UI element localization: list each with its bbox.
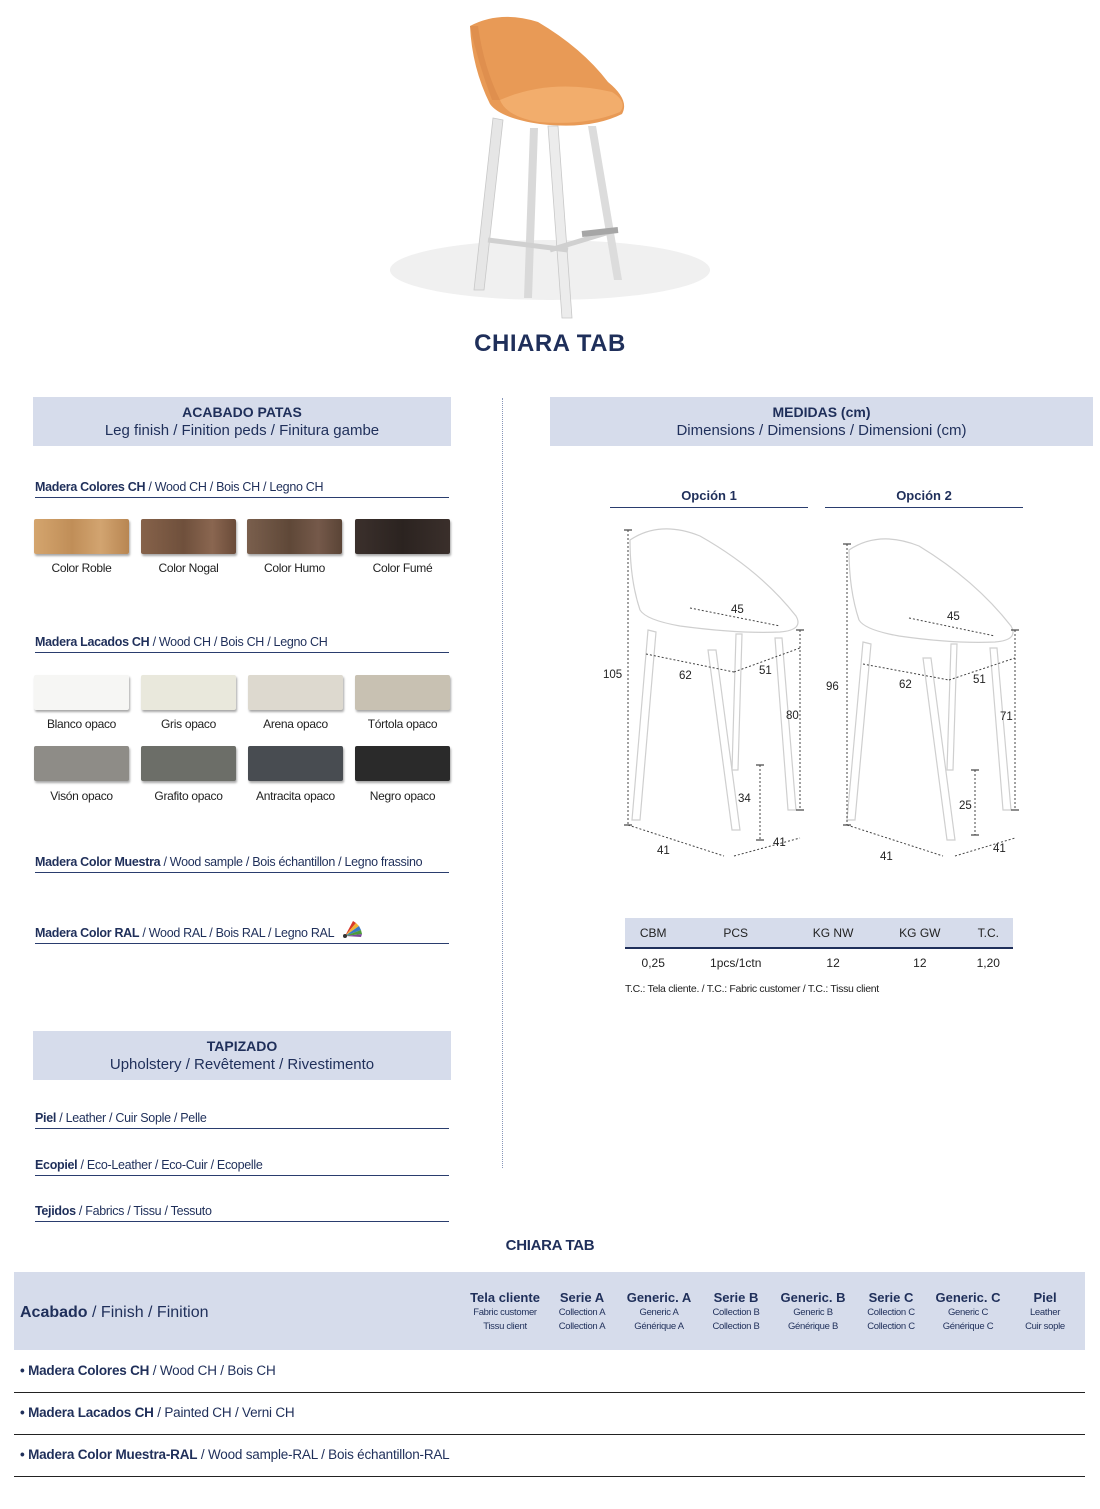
swatch-vison-opaco xyxy=(34,746,129,781)
option1-base-w-label: 41 xyxy=(657,845,670,857)
leg-finish-header xyxy=(33,397,451,446)
spec-value-row xyxy=(625,948,1013,976)
wood-ch-label: Madera Colores CH / Wood CH / Bois CH / Legno CH xyxy=(35,480,449,498)
option1-seat-height-label: 80 xyxy=(786,710,799,722)
swatch-label: Arena opaco xyxy=(263,717,328,731)
option2-depth-label: 51 xyxy=(973,674,986,686)
swatch-label: Color Roble xyxy=(51,561,112,575)
product-title: CHIARA TAB xyxy=(474,330,626,357)
spec-header-cell: T.C. xyxy=(964,918,1013,948)
matrix-header xyxy=(14,1272,1085,1350)
option2-base-w-label: 41 xyxy=(880,851,893,863)
option2-height-label: 96 xyxy=(826,681,839,693)
matrix-title: CHIARA TAB xyxy=(505,1237,595,1254)
upholstery-subheading: Upholstery / Revêtement / Rivestimento xyxy=(109,1056,375,1073)
spec-value-cell: 1,20 xyxy=(976,955,1000,970)
swatch-label: Negro opaco xyxy=(369,789,436,803)
product-photo xyxy=(350,8,750,326)
wood-ral-label: Madera Color RAL / Wood RAL / Bois RAL / Legno RAL xyxy=(35,926,449,944)
swatch-label: Color Humo xyxy=(263,561,326,575)
upholstery-header xyxy=(33,1031,451,1080)
swatch-label: Antracita opaco xyxy=(256,789,335,803)
matrix-col-generic-c: Generic. C Generic C Générique C xyxy=(935,1290,1001,1332)
dimensions-header xyxy=(550,397,1093,446)
option1-dimension-drawing xyxy=(600,520,820,870)
matrix-col-serie-a: Serie A Collection A Collection A xyxy=(558,1290,606,1332)
option2-title: Opción 2 xyxy=(825,488,1023,508)
option2-base-d-label: 41 xyxy=(993,843,1006,855)
spec-header-row xyxy=(625,918,1013,948)
spec-header-cell: CBM xyxy=(625,918,681,948)
matrix-row-colores-ch: • Madera Colores CH / Wood CH / Bois CH xyxy=(14,1351,1085,1393)
swatch-color-fume xyxy=(355,519,450,554)
upholstery-eco-leather: Ecopiel / Eco-Leather / Eco-Cuir / Ecopelle xyxy=(35,1158,449,1176)
swatch-label: Gris opaco xyxy=(160,717,217,731)
option2-seat-height-label: 71 xyxy=(1000,711,1013,723)
swatch-label: Tórtola opaco xyxy=(367,717,438,731)
swatch-label: Color Nogal xyxy=(158,561,219,575)
swatch-tortola-opaco xyxy=(355,675,450,710)
spec-header-cell: KG GW xyxy=(876,918,963,948)
swatch-color-humo xyxy=(247,519,342,554)
swatch-gris-opaco xyxy=(141,675,236,710)
swatch-negro-opaco xyxy=(355,746,450,781)
option1-width-label: 62 xyxy=(679,670,692,682)
option1-footrest-label: 34 xyxy=(738,793,751,805)
column-divider xyxy=(502,398,503,1168)
spec-note: T.C.: Tela cliente. / T.C.: Fabric customer / T.C.: Tissu client xyxy=(625,983,879,995)
matrix-row-header: Acabado / Finish / Finition xyxy=(20,1304,209,1321)
swatch-label: Blanco opaco xyxy=(46,717,117,731)
leg-finish-subheading: Leg finish / Finition peds / Finitura gambe xyxy=(104,422,380,439)
packaging-spec-table xyxy=(625,918,1013,976)
upholstery-fabrics: Tejidos / Fabrics / Tissu / Tessuto xyxy=(35,1204,449,1222)
option1-base-d-label: 41 xyxy=(773,837,786,849)
spec-header-cell: KG NW xyxy=(790,918,876,948)
matrix-row-muestra-ral: • Madera Color Muestra-RAL / Wood sample-RAL / Bois échantillon-RAL xyxy=(14,1435,1085,1477)
upholstery-heading: TAPIZADO xyxy=(206,1038,278,1054)
wood-sample-label: Madera Color Muestra / Wood sample / Bois échantillon / Legno frassino xyxy=(35,855,449,873)
dimensions-subheading: Dimensions / Dimensions / Dimensioni (cm) xyxy=(676,422,967,439)
swatch-color-roble xyxy=(34,519,129,554)
matrix-col-tela-cliente: Tela cliente Fabric customer Tissu client xyxy=(470,1290,540,1332)
swatch-blanco-opaco xyxy=(34,675,129,710)
upholstery-leather: Piel / Leather / Cuir Sople / Pelle xyxy=(35,1111,449,1129)
option2-width-top-label: 45 xyxy=(947,611,960,623)
swatch-grafito-opaco xyxy=(141,746,236,781)
swatch-label: Color Fumé xyxy=(372,561,433,575)
spec-value-cell: 12 xyxy=(913,955,927,970)
swatch-color-nogal xyxy=(141,519,236,554)
leg-finish-heading: ACABADO PATAS xyxy=(182,404,302,420)
matrix-col-piel: Piel Leather Cuir sople xyxy=(1025,1290,1065,1332)
option1-title: Opción 1 xyxy=(610,488,808,508)
option1-depth-label: 51 xyxy=(759,665,772,677)
lacquered-ch-label: Madera Lacados CH / Wood CH / Bois CH / Legno CH xyxy=(35,635,449,653)
swatch-label: Visón opaco xyxy=(50,789,113,803)
matrix-col-generic-a: Generic. A Generic A Générique A xyxy=(626,1290,692,1332)
option2-dimension-drawing xyxy=(815,530,1035,870)
matrix-row-lacados-ch: • Madera Lacados CH / Painted CH / Verni CH xyxy=(14,1393,1085,1435)
matrix-col-generic-b: Generic. B Generic B Générique B xyxy=(780,1290,846,1332)
swatch-label: Grafito opaco xyxy=(154,789,223,803)
spec-value-cell: 12 xyxy=(826,955,840,970)
dimensions-heading: MEDIDAS (cm) xyxy=(772,404,871,420)
swatch-antracita-opaco xyxy=(248,746,343,781)
ral-color-fan-icon xyxy=(341,918,367,938)
option2-footrest-label: 25 xyxy=(959,800,972,812)
option1-height-label: 105 xyxy=(603,669,623,681)
option2-width-label: 62 xyxy=(899,679,912,691)
spec-value-cell: 0,25 xyxy=(641,955,665,970)
spec-value-cell: 1pcs/1ctn xyxy=(710,955,762,970)
swatch-arena-opaco xyxy=(248,675,343,710)
option1-width-top-label: 45 xyxy=(731,604,744,616)
matrix-col-serie-b: Serie B Collection B Collection B xyxy=(712,1290,760,1332)
matrix-col-serie-c: Serie C Collection C Collection C xyxy=(867,1290,915,1332)
spec-header-cell: PCS xyxy=(681,918,790,948)
